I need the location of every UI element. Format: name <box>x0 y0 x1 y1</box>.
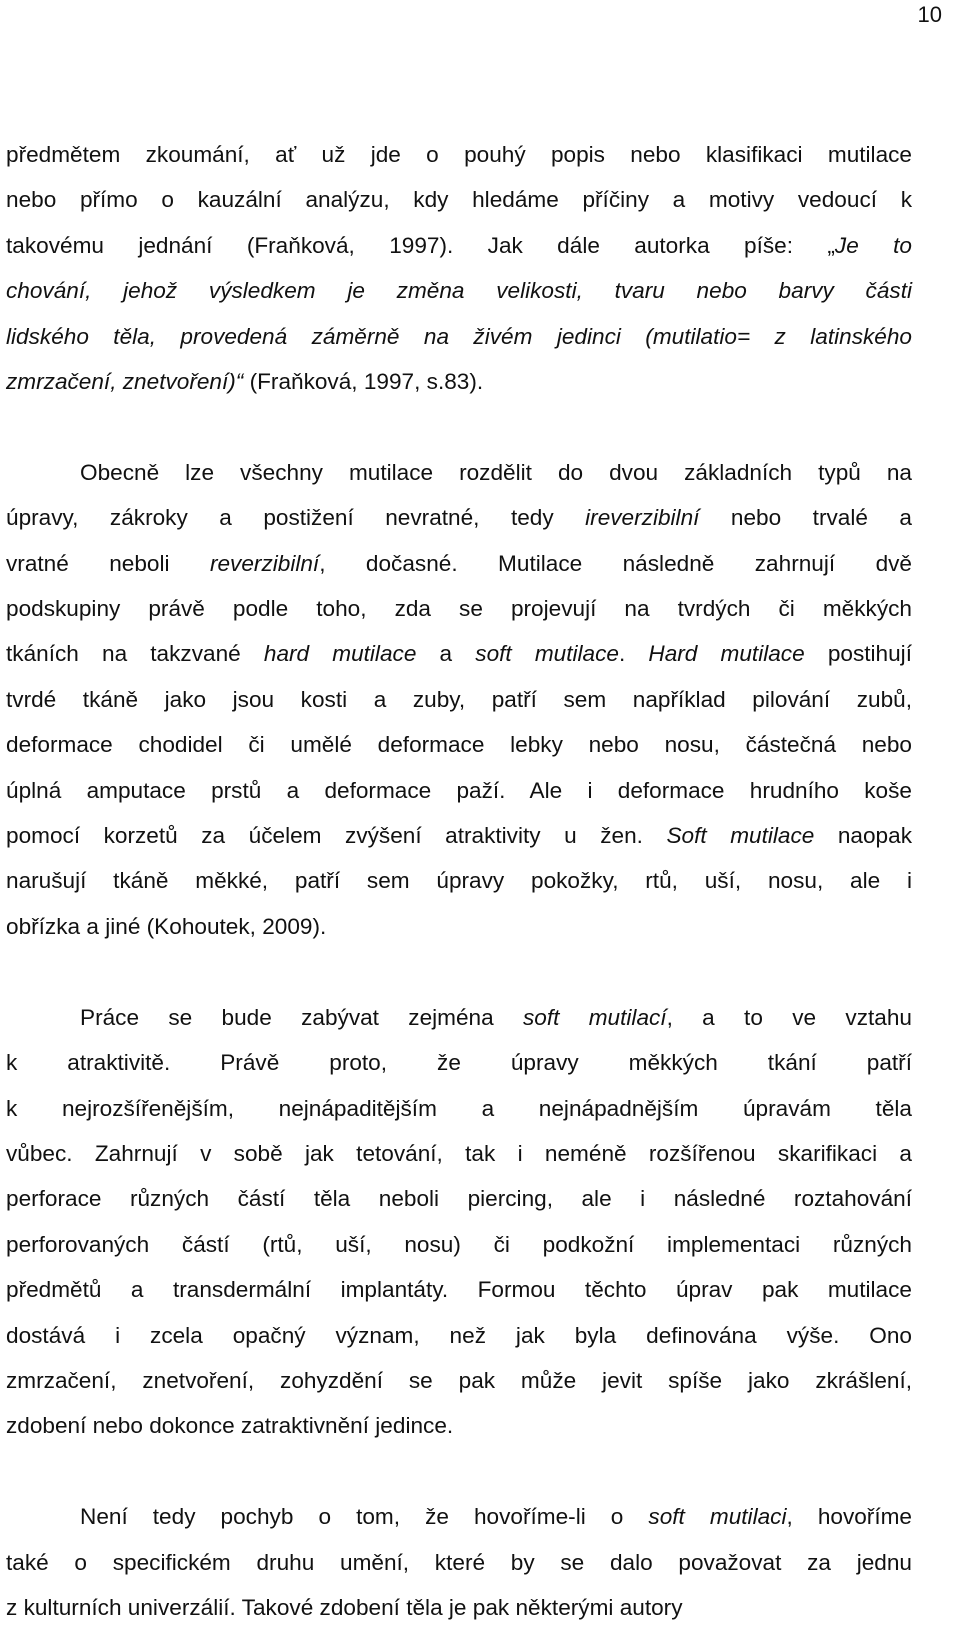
text-line <box>6 722 912 767</box>
text-line <box>6 1585 912 1630</box>
text-line <box>6 450 912 495</box>
paragraph-3 <box>6 995 912 1449</box>
italic-text: ireverzibilní <box>585 505 700 531</box>
text-line <box>6 995 912 1040</box>
italic-text: hard mutilace <box>263 641 417 667</box>
text-line <box>6 768 912 813</box>
text-run: úplná amputace prstů a deformace paží. Ale i deformace hrudního koše <box>6 777 912 803</box>
italic-text: soft mutilaci <box>648 1504 787 1530</box>
text-line <box>6 314 912 359</box>
text-line <box>6 813 912 858</box>
text-line <box>6 1040 912 1085</box>
text-run: postihují <box>804 641 912 667</box>
text-line <box>6 1086 912 1131</box>
italic-text: soft mutilace <box>475 641 619 667</box>
text-line <box>6 1540 912 1585</box>
text-run: tkáních na takzvané <box>6 641 264 667</box>
italic-text: reverzibilní <box>209 550 320 576</box>
document-body <box>6 132 912 1630</box>
text-run: , dočasné. Mutilace následně zahrnují dvě <box>319 550 912 576</box>
italic-text: chování, jehož výsledkem je změna velikosti, tvaru nebo barvy části <box>6 278 912 304</box>
text-run: a <box>416 641 476 667</box>
text-run: pomocí korzetů za účelem zvýšení atraktivity u žen. <box>6 823 667 849</box>
text-line <box>6 586 912 631</box>
text-run: takovému jednání (Fraňková, 1997). Jak dále autorka píše: „ <box>6 232 835 258</box>
text-line <box>6 1267 912 1312</box>
text-line <box>6 631 912 676</box>
text-run: naopak <box>814 823 912 849</box>
text-run: narušují tkáně měkké, patří sem úpravy pokožky, rtů, uší, nosu, ale i <box>6 868 912 894</box>
text-run: předmětů a transdermální implantáty. Formou těchto úprav pak mutilace <box>6 1277 912 1303</box>
text-line <box>6 223 912 268</box>
text-run: perforovaných částí (rtů, uší, nosu) či podkožní implementaci různých <box>6 1231 912 1257</box>
text-run: Práce se bude zabývat zejména <box>80 1004 523 1030</box>
text-line <box>6 1313 912 1358</box>
text-run: vůbec. Zahrnují v sobě jak tetování, tak i neméně rozšířenou skarifikaci a <box>6 1140 912 1166</box>
text-run: nebo přímo o kauzální analýzu, kdy hledáme příčiny a motivy vedoucí k <box>6 187 912 213</box>
text-run: nebo trvalé a <box>699 505 912 531</box>
text-run: Obecně lze všechny mutilace rozdělit do dvou základních typů na <box>80 459 912 485</box>
italic-text: Hard mutilace <box>648 641 805 667</box>
text-run: k nejrozšířenějším, nejnápaditějším a nejnápadnějším úpravám těla <box>6 1095 912 1121</box>
text-line <box>6 904 912 949</box>
text-line <box>6 1494 912 1539</box>
text-line <box>6 858 912 903</box>
italic-text: lidského těla, provedená záměrně na živém jedinci (mutilatio= z latinského <box>6 323 912 349</box>
text-run: z kulturních univerzálií. Takové zdobení těla je pak některými autory <box>6 1594 683 1620</box>
text-run: dostává i zcela opačný význam, než jak byla definována výše. Ono <box>6 1322 912 1348</box>
paragraph-4 <box>6 1494 912 1630</box>
text-run: zmrzačení, znetvoření, zohyzdění se pak může jevit spíše jako zkrášlení, <box>6 1367 912 1393</box>
italic-text: Soft mutilace <box>666 823 815 849</box>
italic-text: soft mutilací <box>523 1004 667 1030</box>
text-run: zdobení nebo dokonce zatraktivnění jedince. <box>6 1413 454 1439</box>
text-run: perforace různých částí těla neboli piercing, ale i následné roztahování <box>6 1186 912 1212</box>
text-line <box>6 1176 912 1221</box>
text-line <box>6 495 912 540</box>
text-run: , hovoříme <box>786 1504 912 1530</box>
text-line <box>6 1131 912 1176</box>
text-line <box>6 132 912 177</box>
text-run: k atraktivitě. Právě proto, že úpravy měkkých tkání patří <box>6 1050 912 1076</box>
text-run: , a to ve vztahu <box>666 1004 912 1030</box>
text-run: předmětem zkoumání, ať už jde o pouhý popis nebo klasifikaci mutilace <box>6 142 912 167</box>
text-run: podskupiny právě podle toho, zda se projevují na tvrdých či měkkých <box>6 596 912 622</box>
text-run: také o specifickém druhu umění, které by se dalo považovat za jednu <box>6 1549 912 1575</box>
text-run: . <box>618 641 649 667</box>
text-run: deformace chodidel či umělé deformace lebky nebo nosu, částečná nebo <box>6 732 912 758</box>
text-run: obřízka a jiné (Kohoutek, 2009). <box>6 913 327 939</box>
text-line <box>6 177 912 222</box>
text-line <box>6 541 912 586</box>
text-line <box>6 268 912 313</box>
text-line <box>6 1222 912 1267</box>
text-line <box>6 359 912 404</box>
paragraph-1 <box>6 132 912 404</box>
text-line <box>6 677 912 722</box>
text-run: (Fraňková, 1997, s.83). <box>243 369 484 395</box>
text-run: Není tedy pochyb o tom, že hovoříme-li o <box>80 1504 649 1530</box>
page-number: 10 <box>917 2 942 27</box>
text-run: vratné neboli <box>6 550 210 576</box>
italic-text: zmrzačení, znetvoření)“ <box>6 369 244 395</box>
text-line <box>6 1358 912 1403</box>
paragraph-2 <box>6 450 912 949</box>
italic-text: Je to <box>834 232 912 258</box>
text-line <box>6 1403 912 1448</box>
text-run: tvrdé tkáně jako jsou kosti a zuby, patří sem například pilování zubů, <box>6 686 912 712</box>
text-run: úpravy, zákroky a postižení nevratné, tedy <box>6 505 586 531</box>
